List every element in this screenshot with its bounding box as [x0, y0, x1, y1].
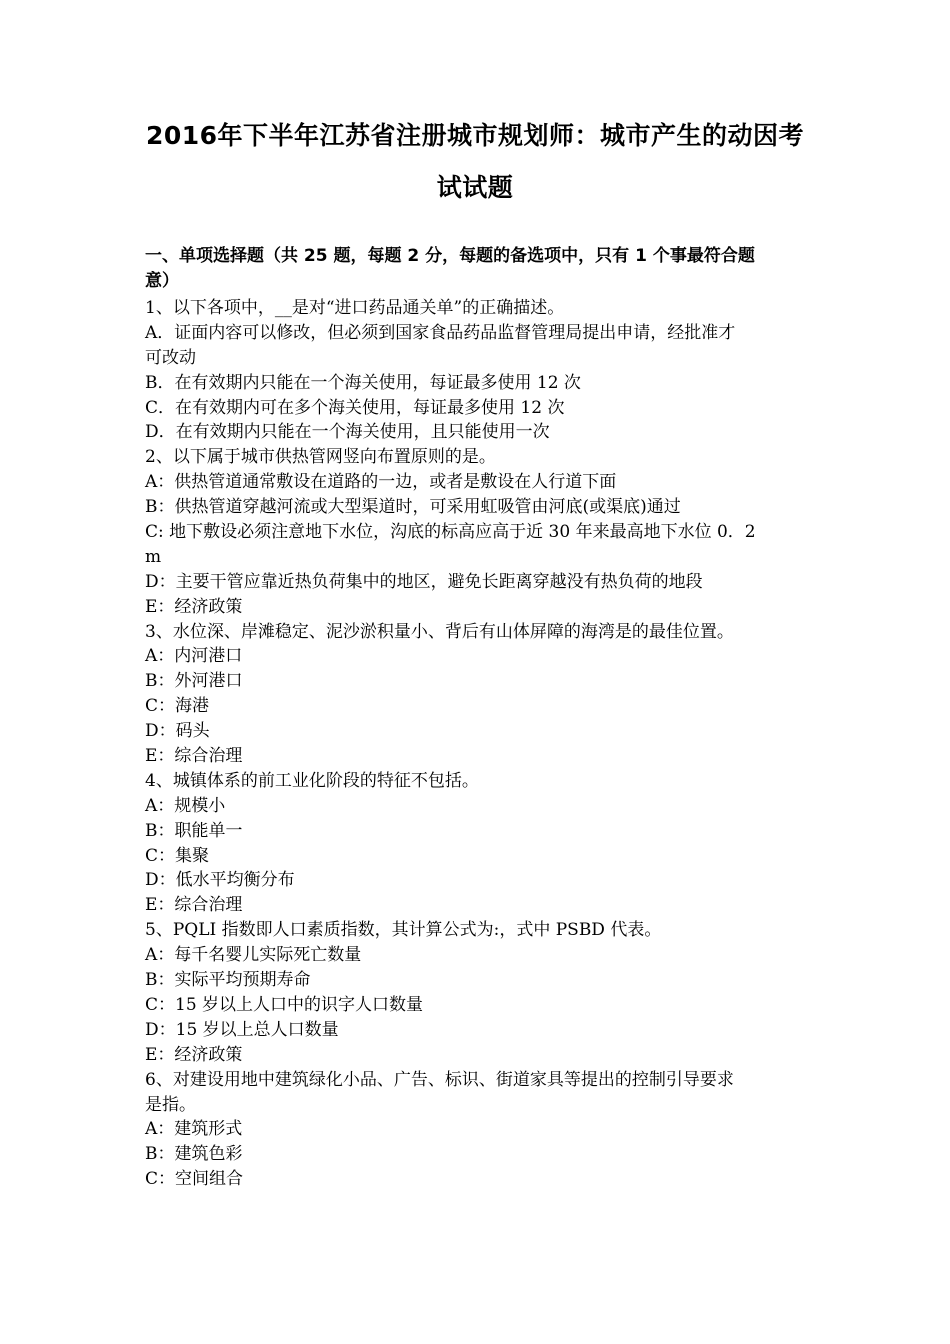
text-line: E：经济政策 — [145, 596, 243, 617]
text-line: E：综合治理 — [145, 746, 243, 767]
text-line: 6、对建设用地中建筑绿化小品、广告、标识、街道家具等提出的控制引导要求 — [145, 1069, 734, 1090]
text-line: B：供热管道穿越河流或大型渠道时，可采用虹吸管由河底(或渠底)通过 — [145, 497, 681, 518]
text-line: 可改动 — [145, 347, 196, 368]
text-line: A：建筑形式 — [145, 1119, 243, 1140]
section-heading-line2: 意） — [145, 271, 179, 291]
text-line: B：建筑色彩 — [145, 1144, 243, 1165]
text-line: 2、以下属于城市供热管网竖向布置原则的是。 — [145, 447, 496, 468]
text-line: C．在有效期内可在多个海关使用，每证最多使用 12 次 — [145, 397, 565, 418]
text-line: D：码头 — [145, 721, 210, 742]
text-line: C：15 岁以上人口中的识字人口数量 — [145, 994, 424, 1015]
text-line: A：供热管道通常敷设在道路的一边，或者是敷设在人行道下面 — [145, 472, 617, 493]
text-line: B．在有效期内只能在一个海关使用，每证最多使用 12 次 — [145, 372, 581, 393]
text-line: B：外河港口 — [145, 671, 243, 692]
text-line: A：每千名婴儿实际死亡数量 — [145, 945, 362, 966]
text-line: D：15 岁以上总人口数量 — [145, 1019, 339, 1040]
section-heading-line1: 一、单项选择题（共 25 题，每题 2 分，每题的备选项中，只有 1 个事最符合题 — [145, 246, 755, 266]
question-list — [145, 296, 825, 1192]
document-title-line2: 试试题 — [436, 173, 514, 202]
text-line: B：实际平均预期寿命 — [145, 970, 311, 991]
text-line: m — [145, 546, 162, 567]
text-line: A．证面内容可以修改，但必须到国家食品药品监督管理局提出申请，经批准才 — [145, 322, 736, 343]
text-line: A：内河港口 — [145, 646, 243, 667]
text-line: C：海港 — [145, 696, 210, 717]
text-line: 5、PQLI 指数即人口素质指数，其计算公式为:，式中 PSBD 代表。 — [145, 920, 662, 941]
text-line: 3、水位深、岸滩稳定、泥沙淤积量小、背后有山体屏障的海湾是的最佳位置。 — [145, 621, 734, 642]
text-line: D．在有效期内只能在一个海关使用，且只能使用一次 — [145, 422, 550, 443]
text-line: 是指。 — [145, 1094, 196, 1115]
text-line: C：空间组合 — [145, 1169, 244, 1190]
document-title-line1: 2016年下半年江苏省注册城市规划师：城市产生的动因考 — [145, 121, 805, 150]
text-line: C: 地下敷设必须注意地下水位，沟底的标高应高于近 30 年来最高地下水位 0．2 — [145, 522, 756, 543]
text-line: C：集聚 — [145, 845, 210, 866]
text-line: E：综合治理 — [145, 895, 243, 916]
text-line: 4、城镇体系的前工业化阶段的特征不包括。 — [145, 770, 479, 791]
text-line: D：主要干管应靠近热负荷集中的地区，避免长距离穿越没有热负荷的地段 — [145, 571, 703, 592]
section-heading — [145, 244, 825, 294]
text-line: 1、以下各项中，__是对“进口药品通关单”的正确描述。 — [145, 298, 565, 318]
text-line: A：规模小 — [145, 795, 226, 816]
text-line: E：经济政策 — [145, 1044, 243, 1065]
text-line: D：低水平均衡分布 — [145, 870, 295, 891]
text-line: B：职能单一 — [145, 820, 243, 841]
